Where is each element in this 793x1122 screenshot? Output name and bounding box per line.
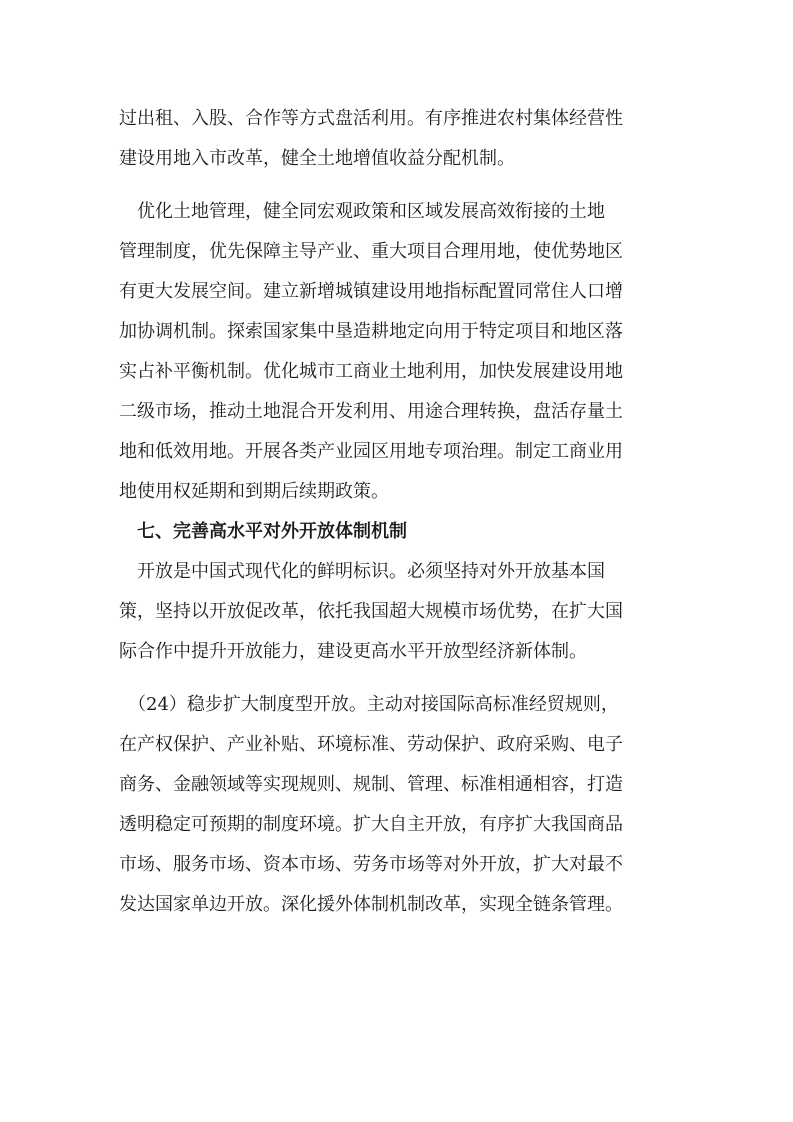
text-line: 加协调机制。探索国家集中垦造耕地定向用于特定项目和地区落 xyxy=(119,321,623,342)
text-line: 管理制度，优先保障主导产业、重大项目合理用地，使优势地区 xyxy=(119,241,623,262)
text-line: 实占补平衡机制。优化城市工商业土地利用，加快发展建设用地 xyxy=(119,361,623,382)
text-line: 策，坚持以开放促改革，依托我国超大规模市场优势，在扩大国 xyxy=(119,601,623,622)
section-heading: 七、完善高水平对外开放体制机制 xyxy=(119,521,407,542)
paragraph-land-circulation xyxy=(119,99,679,179)
document-body xyxy=(119,99,679,925)
text-line: （24）稳步扩大制度型开放。主动对接国际高标准经贸规则， xyxy=(119,694,619,715)
text-line: 地使用权延期和到期后续期政策。 xyxy=(119,481,389,502)
text-line: 建设用地入市改革，健全土地增值收益分配机制。 xyxy=(119,148,515,169)
text-line: 发达国家单边开放。深化援外体制机制改革，实现全链条管理。 xyxy=(119,894,623,915)
paragraph-institutional-opening xyxy=(119,685,679,925)
paragraph-opening-up xyxy=(119,552,679,672)
text-line: 透明稳定可预期的制度环境。扩大自主开放，有序扩大我国商品 xyxy=(119,814,623,835)
text-line: 开放是中国式现代化的鲜明标识。必须坚持对外开放基本国 xyxy=(119,561,605,582)
text-line: 商务、金融领域等实现规则、规制、管理、标准相通相容，打造 xyxy=(119,774,623,795)
text-line: 过出租、入股、合作等方式盘活利用。有序推进农村集体经营性 xyxy=(119,108,623,129)
text-line: 优化土地管理，健全同宏观政策和区域发展高效衔接的土地 xyxy=(119,201,605,222)
text-line: 际合作中提升开放能力，建设更高水平开放型经济新体制。 xyxy=(119,641,587,662)
text-line: 有更大发展空间。建立新增城镇建设用地指标配置同常住人口增 xyxy=(119,281,623,302)
text-line: 地和低效用地。开展各类产业园区用地专项治理。制定工商业用 xyxy=(119,441,623,462)
text-line: 市场、服务市场、资本市场、劳务市场等对外开放，扩大对最不 xyxy=(119,854,623,875)
paragraph-land-management xyxy=(119,192,679,512)
text-line: 二级市场，推动土地混合开发利用、用途合理转换，盘活存量土 xyxy=(119,401,623,422)
text-line: 在产权保护、产业补贴、环境标准、劳动保护、政府采购、电子 xyxy=(119,734,623,755)
